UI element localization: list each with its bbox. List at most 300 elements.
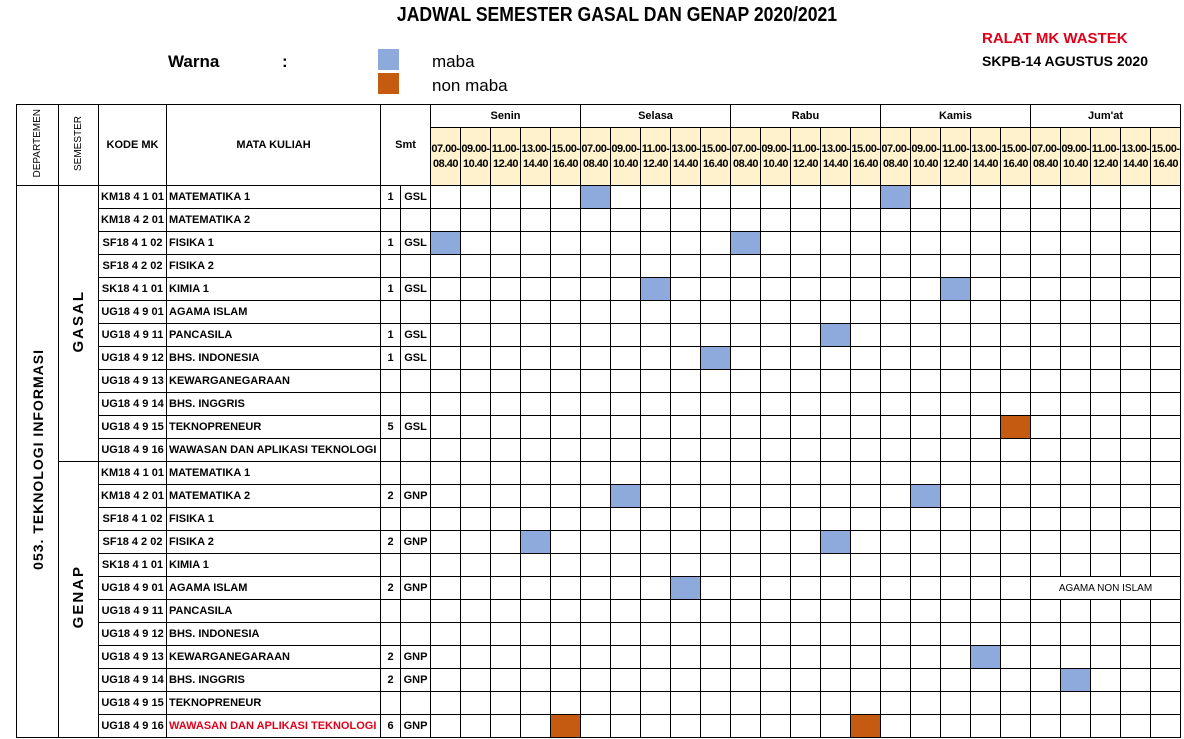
schedule-cell: [1031, 623, 1061, 646]
schedule-cell: [551, 416, 581, 439]
schedule-cell: [1151, 278, 1181, 301]
schedule-cell: [491, 508, 521, 531]
schedule-cell: [1091, 692, 1121, 715]
schedule-cell-maba: [911, 485, 941, 508]
smt-type-cell: GNP: [401, 485, 431, 508]
smt-type-cell: [401, 692, 431, 715]
schedule-cell: [1061, 301, 1091, 324]
time-slot-header: [881, 128, 911, 186]
smt-number-cell: 1: [381, 324, 401, 347]
schedule-cell: [671, 186, 701, 209]
kode-mk-cell: UG18 4 9 15: [99, 416, 167, 439]
schedule-cell: [911, 301, 941, 324]
schedule-cell: [671, 278, 701, 301]
ralat-note: RALAT MK WASTEK: [982, 30, 1128, 47]
schedule-cell: [1121, 209, 1151, 232]
schedule-cell-maba: [881, 186, 911, 209]
schedule-cell: [1091, 301, 1121, 324]
schedule-cell: [521, 577, 551, 600]
schedule-cell: [1091, 600, 1121, 623]
schedule-cell: [431, 370, 461, 393]
table-row: [17, 278, 1181, 301]
schedule-cell: [1031, 531, 1061, 554]
schedule-cell: [911, 623, 941, 646]
schedule-cell: [731, 508, 761, 531]
schedule-cell: [461, 278, 491, 301]
time-slot-end: 16.40: [1002, 157, 1029, 170]
time-slot-header: [461, 128, 491, 186]
schedule-cell: [491, 623, 521, 646]
time-slot-start: 07.00-: [581, 142, 610, 155]
schedule-cell: [971, 439, 1001, 462]
time-slot-header: [521, 128, 551, 186]
schedule-cell: [1151, 416, 1181, 439]
schedule-cell: [611, 462, 641, 485]
schedule-cell: [641, 232, 671, 255]
time-slot-end: 14.40: [522, 157, 549, 170]
schedule-cell: [1001, 439, 1031, 462]
schedule-cell: [791, 715, 821, 738]
legend-maba-label: maba: [432, 52, 475, 71]
schedule-cell: [581, 416, 611, 439]
schedule-cell: [1121, 600, 1151, 623]
schedule-cell: [971, 324, 1001, 347]
schedule-cell: [1001, 301, 1031, 324]
mata-kuliah-cell: AGAMA ISLAM: [167, 301, 381, 324]
time-slot-start: 07.00-: [731, 142, 760, 155]
schedule-cell: [461, 554, 491, 577]
schedule-cell: [671, 439, 701, 462]
time-slot-header: [671, 128, 701, 186]
time-slot-start: 13.00-: [821, 142, 850, 155]
schedule-cell: [431, 439, 461, 462]
schedule-cell: [521, 715, 551, 738]
table-row: [17, 669, 1181, 692]
schedule-cell: [521, 462, 551, 485]
schedule-cell: [911, 278, 941, 301]
schedule-cell: [821, 554, 851, 577]
schedule-cell-maba: [581, 186, 611, 209]
schedule-cell: [1001, 554, 1031, 577]
mata-kuliah-cell: MATEMATIKA 2: [167, 209, 381, 232]
schedule-cell: [881, 715, 911, 738]
schedule-cell: [1091, 370, 1121, 393]
time-slot-end: 10.40: [462, 157, 489, 170]
schedule-cell: [881, 255, 911, 278]
schedule-cell: [701, 209, 731, 232]
schedule-cell: [1061, 278, 1091, 301]
semester-cell: [59, 462, 99, 738]
schedule-cell-non-maba: [551, 715, 581, 738]
schedule-cell: [821, 186, 851, 209]
mata-kuliah-cell: TEKNOPRENEUR: [167, 416, 381, 439]
schedule-cell: [1031, 646, 1061, 669]
schedule-cell: [821, 669, 851, 692]
schedule-cell: [551, 462, 581, 485]
schedule-cell: [761, 554, 791, 577]
kode-mk-cell: UG18 4 9 16: [99, 439, 167, 462]
schedule-cell: [581, 715, 611, 738]
schedule-cell: [911, 439, 941, 462]
time-slot-start: 13.00-: [671, 142, 700, 155]
schedule-cell: [521, 623, 551, 646]
schedule-cell: [701, 669, 731, 692]
schedule-cell: [1121, 255, 1151, 278]
schedule-cell: [1091, 324, 1121, 347]
schedule-cell-maba: [641, 278, 671, 301]
schedule-cell: [971, 554, 1001, 577]
schedule-cell: [851, 232, 881, 255]
schedule-cell: [1151, 347, 1181, 370]
schedule-cell: [1001, 278, 1031, 301]
schedule-cell: [1061, 370, 1091, 393]
schedule-cell: [461, 186, 491, 209]
schedule-cell: [911, 393, 941, 416]
schedule-cell: [551, 301, 581, 324]
schedule-cell: [941, 692, 971, 715]
schedule-cell: [971, 232, 1001, 255]
schedule-cell: [881, 554, 911, 577]
schedule-cell: [851, 324, 881, 347]
schedule-cell: [551, 531, 581, 554]
schedule-cell: [701, 324, 731, 347]
schedule-cell: [701, 623, 731, 646]
smt-type-cell: [401, 439, 431, 462]
schedule-cell: [821, 692, 851, 715]
schedule-cell: [761, 393, 791, 416]
schedule-cell: [581, 600, 611, 623]
schedule-cell: [461, 600, 491, 623]
mata-kuliah-cell: FISIKA 2: [167, 531, 381, 554]
schedule-cell: [1091, 232, 1121, 255]
schedule-cell: [791, 623, 821, 646]
time-slot-end: 08.40: [432, 157, 459, 170]
smt-type-cell: GSL: [401, 347, 431, 370]
schedule-cell: [761, 485, 791, 508]
smt-number-cell: 2: [381, 646, 401, 669]
schedule-cell: [1031, 715, 1061, 738]
schedule-cell: [1001, 186, 1031, 209]
mata-kuliah-cell: BHS. INGGRIS: [167, 393, 381, 416]
schedule-cell: [881, 416, 911, 439]
time-slot-end: 12.40: [642, 157, 669, 170]
schedule-cell: [731, 715, 761, 738]
smt-number-cell: [381, 370, 401, 393]
kode-mk-cell: UG18 4 9 13: [99, 646, 167, 669]
schedule-cell: [791, 370, 821, 393]
schedule-cell: [1001, 623, 1031, 646]
time-slot-end: 12.40: [492, 157, 519, 170]
schedule-cell: [701, 646, 731, 669]
schedule-cell: [521, 370, 551, 393]
schedule-cell: [881, 508, 911, 531]
schedule-cell: [941, 462, 971, 485]
schedule-cell: [971, 462, 1001, 485]
schedule-cell: [1061, 416, 1091, 439]
schedule-cell: [701, 370, 731, 393]
smt-type-cell: [401, 462, 431, 485]
mata-kuliah-cell: BHS. INDONESIA: [167, 623, 381, 646]
schedule-cell: [821, 393, 851, 416]
time-slot-header: [1061, 128, 1091, 186]
schedule-cell: [1001, 347, 1031, 370]
schedule-cell: [791, 393, 821, 416]
header-departemen-label: DEPARTEMEN: [32, 109, 43, 178]
time-slot-start: 11.00-: [1091, 142, 1120, 155]
schedule-cell: [581, 209, 611, 232]
time-slot-header: [911, 128, 941, 186]
schedule-cell: [761, 370, 791, 393]
schedule-cell: [551, 669, 581, 692]
schedule-cell: [851, 554, 881, 577]
schedule-cell: [1121, 692, 1151, 715]
time-slot-start: 11.00-: [941, 142, 970, 155]
schedule-cell: [941, 416, 971, 439]
schedule-cell: [761, 531, 791, 554]
schedule-cell: [611, 715, 641, 738]
schedule-cell: [1151, 301, 1181, 324]
schedule-cell: [611, 577, 641, 600]
schedule-cell: [1091, 485, 1121, 508]
schedule-cell: [581, 347, 611, 370]
schedule-cell: [581, 301, 611, 324]
kode-mk-cell: UG18 4 9 13: [99, 370, 167, 393]
smt-type-cell: [401, 255, 431, 278]
mata-kuliah-cell: TEKNOPRENEUR: [167, 692, 381, 715]
schedule-cell: [1001, 485, 1031, 508]
schedule-cell: [1151, 600, 1181, 623]
schedule-cell: [1121, 623, 1151, 646]
schedule-cell: [491, 186, 521, 209]
schedule-cell: [821, 485, 851, 508]
time-slot-end: 16.40: [852, 157, 879, 170]
schedule-cell: [1001, 646, 1031, 669]
schedule-cell: [851, 301, 881, 324]
schedule-cell: [641, 439, 671, 462]
smt-number-cell: [381, 301, 401, 324]
mata-kuliah-cell: FISIKA 2: [167, 255, 381, 278]
header-kode-mk: KODE MK: [99, 105, 167, 186]
schedule-cell: [791, 209, 821, 232]
schedule-cell: [971, 370, 1001, 393]
schedule-cell: [611, 669, 641, 692]
schedule-cell: [851, 209, 881, 232]
smt-type-cell: GSL: [401, 278, 431, 301]
time-slot-start: 09.00-: [761, 142, 790, 155]
schedule-cell: [731, 669, 761, 692]
schedule-cell: [611, 439, 641, 462]
schedule-cell: [701, 255, 731, 278]
schedule-cell: [581, 278, 611, 301]
schedule-cell: [551, 623, 581, 646]
table-row: [17, 324, 1181, 347]
schedule-cell: [671, 255, 701, 278]
schedule-cell: [1031, 485, 1061, 508]
schedule-cell: [431, 347, 461, 370]
schedule-cell: [491, 577, 521, 600]
schedule-cell: [701, 186, 731, 209]
schedule-cell: [611, 692, 641, 715]
smt-type-cell: [401, 600, 431, 623]
schedule-cell: [611, 508, 641, 531]
schedule-cell-maba: [1061, 669, 1091, 692]
schedule-cell: [521, 347, 551, 370]
schedule-cell: [1061, 554, 1091, 577]
smt-type-cell: [401, 209, 431, 232]
schedule-cell: [731, 485, 761, 508]
schedule-cell: [1001, 324, 1031, 347]
time-slot-start: 09.00-: [461, 142, 490, 155]
schedule-cell: [671, 554, 701, 577]
schedule-cell: [1151, 669, 1181, 692]
time-slot-end: 14.40: [1122, 157, 1149, 170]
schedule-note: AGAMA NON ISLAM: [1031, 577, 1181, 600]
time-slot-start: 09.00-: [911, 142, 940, 155]
schedule-cell: [1091, 715, 1121, 738]
schedule-cell: [491, 485, 521, 508]
schedule-cell: [461, 623, 491, 646]
table-row: [17, 577, 1181, 600]
schedule-cell: [521, 232, 551, 255]
schedule-cell: [1031, 347, 1061, 370]
schedule-cell: [761, 301, 791, 324]
schedule-cell: [971, 485, 1001, 508]
schedule-cell: [761, 623, 791, 646]
schedule-cell: [551, 347, 581, 370]
kode-mk-cell: UG18 4 9 11: [99, 324, 167, 347]
schedule-cell: [851, 278, 881, 301]
smt-number-cell: [381, 508, 401, 531]
schedule-cell: [641, 692, 671, 715]
schedule-cell: [1151, 646, 1181, 669]
schedule-cell: [1121, 531, 1151, 554]
schedule-cell: [731, 692, 761, 715]
header-mata-kuliah: MATA KULIAH: [167, 105, 381, 186]
schedule-cell: [821, 508, 851, 531]
schedule-cell: [461, 577, 491, 600]
schedule-cell: [1091, 347, 1121, 370]
schedule-cell: [971, 186, 1001, 209]
skpb-date: SKPB-14 AGUSTUS 2020: [982, 53, 1148, 69]
schedule-cell: [1151, 232, 1181, 255]
schedule-cell: [1151, 531, 1181, 554]
time-slot-start: 13.00-: [1121, 142, 1150, 155]
schedule-cell: [731, 347, 761, 370]
schedule-cell: [641, 554, 671, 577]
schedule-cell-maba: [521, 531, 551, 554]
smt-type-cell: GNP: [401, 577, 431, 600]
schedule-cell: [881, 600, 911, 623]
schedule-cell: [701, 485, 731, 508]
schedule-cell: [941, 485, 971, 508]
table-row: [17, 393, 1181, 416]
smt-number-cell: [381, 255, 401, 278]
schedule-cell-maba: [941, 278, 971, 301]
schedule-cell: [1061, 600, 1091, 623]
time-slot-end: 16.40: [552, 157, 579, 170]
smt-number-cell: [381, 600, 401, 623]
schedule-cell: [611, 531, 641, 554]
mata-kuliah-cell: FISIKA 1: [167, 508, 381, 531]
schedule-cell: [731, 462, 761, 485]
schedule-cell: [1121, 232, 1151, 255]
schedule-cell: [641, 347, 671, 370]
kode-mk-cell: SF18 4 2 02: [99, 531, 167, 554]
schedule-cell: [431, 646, 461, 669]
smt-number-cell: [381, 462, 401, 485]
schedule-cell-non-maba: [851, 715, 881, 738]
time-slot-end: 14.40: [672, 157, 699, 170]
time-slot-end: 10.40: [762, 157, 789, 170]
schedule-cell: [761, 646, 791, 669]
schedule-cell: [881, 209, 911, 232]
mata-kuliah-cell: BHS. INGGRIS: [167, 669, 381, 692]
mata-kuliah-cell: KIMIA 1: [167, 554, 381, 577]
schedule-cell: [731, 600, 761, 623]
table-row: [17, 646, 1181, 669]
smt-number-cell: [381, 623, 401, 646]
time-slot-end: 12.40: [1092, 157, 1119, 170]
schedule-cell: [431, 278, 461, 301]
schedule-cell: [821, 278, 851, 301]
schedule-cell: [1121, 324, 1151, 347]
schedule-cell: [1001, 692, 1031, 715]
kode-mk-cell: UG18 4 9 14: [99, 669, 167, 692]
schedule-cell: [521, 324, 551, 347]
schedule-cell: [791, 508, 821, 531]
schedule-cell: [821, 623, 851, 646]
schedule-cell: [641, 393, 671, 416]
mata-kuliah-cell: FISIKA 1: [167, 232, 381, 255]
schedule-cell: [641, 301, 671, 324]
schedule-cell: [671, 370, 701, 393]
schedule-cell: [1151, 462, 1181, 485]
time-slot-start: 11.00-: [491, 142, 520, 155]
schedule-cell: [461, 646, 491, 669]
schedule-cell: [761, 324, 791, 347]
schedule-cell: [821, 209, 851, 232]
schedule-cell: [881, 301, 911, 324]
schedule-cell: [491, 600, 521, 623]
day-header: Selasa: [581, 105, 731, 128]
schedule-cell: [701, 462, 731, 485]
schedule-cell: [881, 692, 911, 715]
schedule-cell: [791, 669, 821, 692]
time-slot-start: 15.00-: [851, 142, 880, 155]
schedule-cell: [971, 623, 1001, 646]
smt-number-cell: [381, 393, 401, 416]
legend-non-maba-swatch: [378, 73, 399, 94]
schedule-cell: [671, 416, 701, 439]
day-header: Senin: [431, 105, 581, 128]
table-row: [17, 554, 1181, 577]
schedule-cell: [1151, 393, 1181, 416]
schedule-cell: [431, 692, 461, 715]
smt-number-cell: 2: [381, 669, 401, 692]
schedule-cell: [641, 416, 671, 439]
time-slot-header: [1091, 128, 1121, 186]
schedule-cell: [491, 301, 521, 324]
schedule-cell: [431, 485, 461, 508]
schedule-cell: [671, 209, 701, 232]
schedule-cell: [761, 715, 791, 738]
schedule-cell: [851, 439, 881, 462]
schedule-cell: [491, 692, 521, 715]
smt-number-cell: 6: [381, 715, 401, 738]
schedule-cell: [611, 232, 641, 255]
schedule-cell: [1031, 554, 1061, 577]
schedule-cell: [911, 554, 941, 577]
